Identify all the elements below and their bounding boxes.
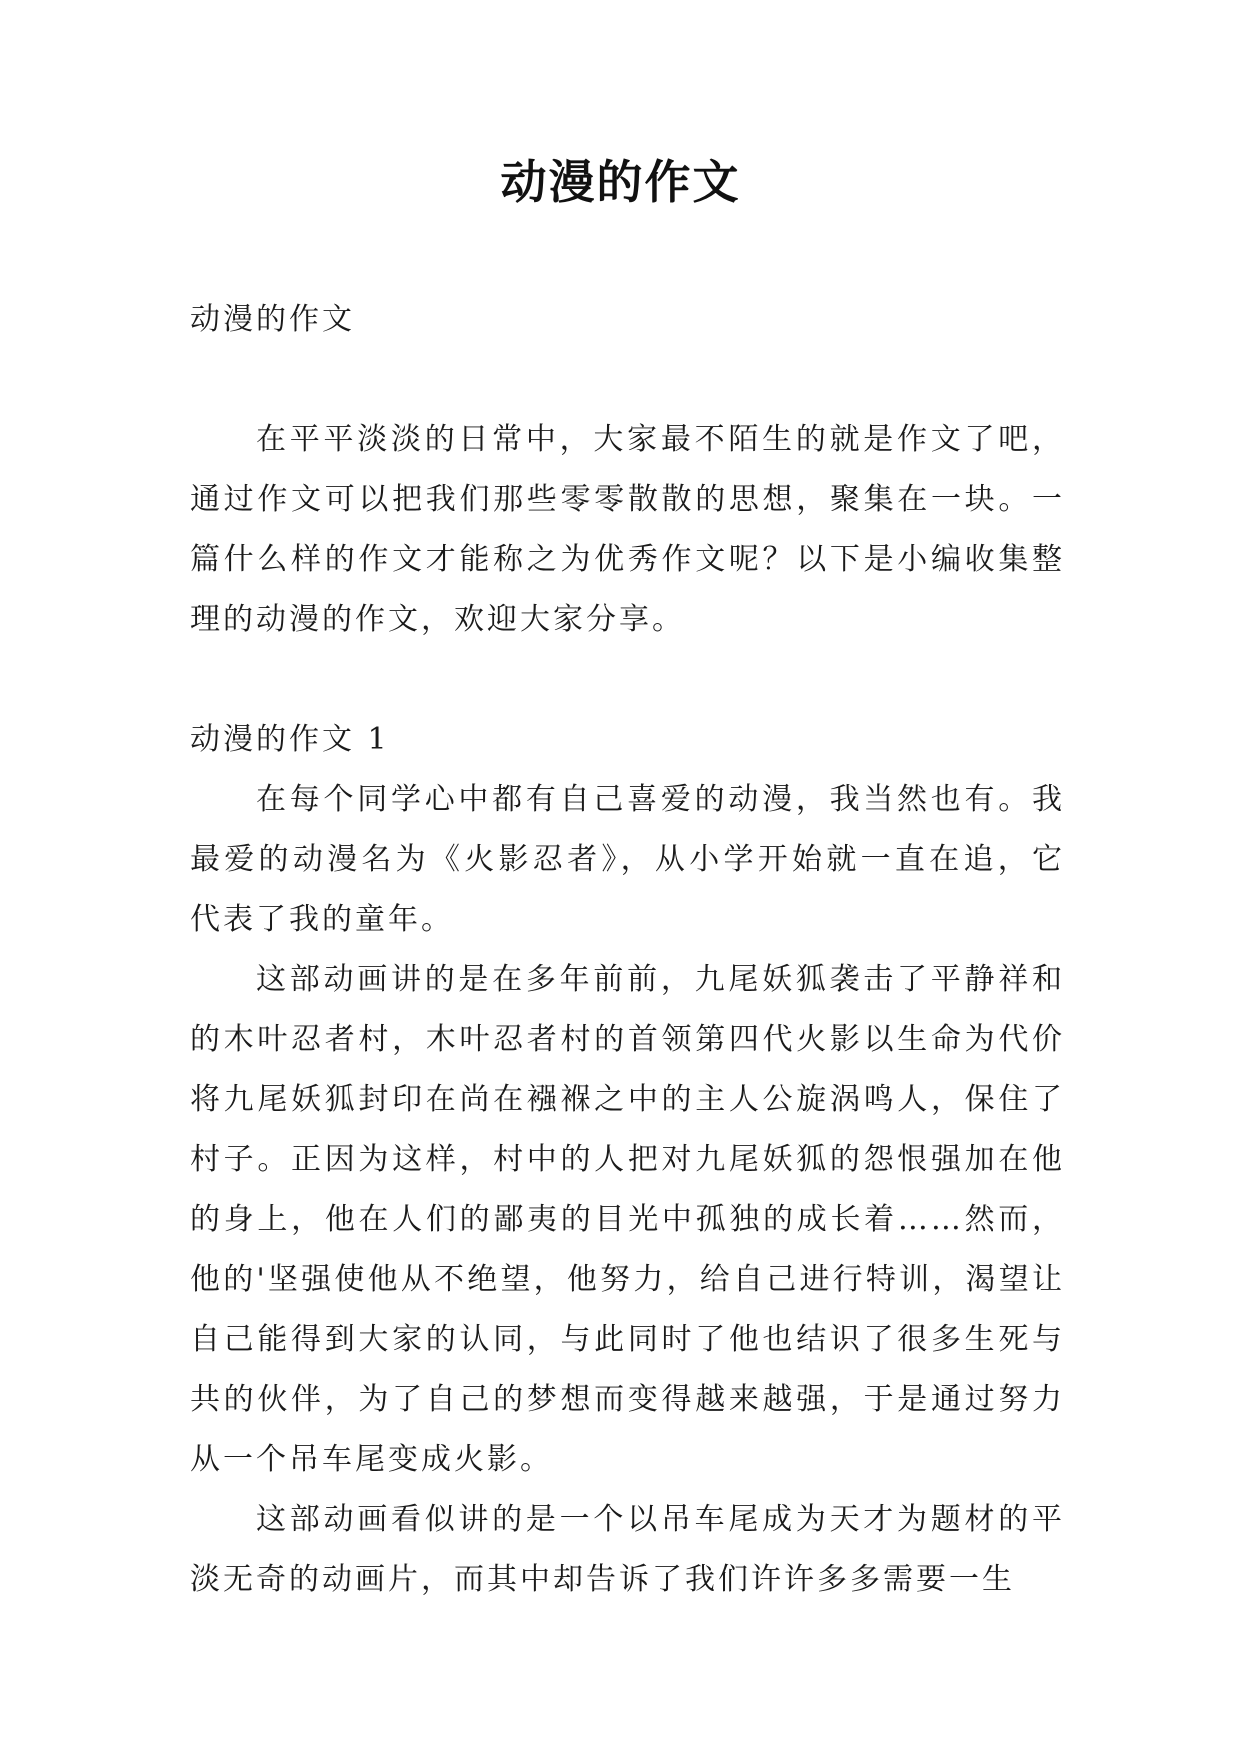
spacer [190, 350, 1065, 410]
document-title: 动漫的作文 [500, 155, 741, 209]
spacer [190, 650, 1065, 710]
body-paragraph-1: 在每个同学心中都有自己喜爱的动漫，我当然也有。我最爱的动漫名为《火影忍者》，从小学开始就一直在追，它代表了我的童年。 [190, 782, 1065, 937]
document-body [190, 290, 1065, 1610]
section-heading: 动漫的作文 1 [190, 722, 390, 757]
intro-paragraph: 在平平淡淡的日常中，大家最不陌生的就是作文了吧，通过作文可以把我们那些零零散散的思想，聚集在一块。一篇什么样的作文才能称之为优秀作文呢？以下是小编收集整理的动漫的作文，欢迎大家分享。 [190, 422, 1065, 637]
document-subtitle: 动漫的作文 [190, 302, 355, 337]
body-paragraph-2: 这部动画讲的是在多年前前，九尾妖狐袭击了平静祥和的木叶忍者村，木叶忍者村的首领第四代火影以生命为代价将九尾妖狐封印在尚在襁褓之中的主人公旋涡鸣人，保住了村子。正因为这样，村中的人把对九尾妖狐的怨恨强加在他的身上，他在人们的鄙夷的目光中孤独的成长着……然而，他的'坚强使他从不绝望，他努力，给自己进行特训，渴望让自己能得到大家的认同，与此同时了他也结识了很多生死与共的伙伴，为了自己的梦想而变得越来越强，于是通过努力从一个吊车尾变成火影。 [190, 962, 1065, 1477]
body-paragraph-3: 这部动画看似讲的是一个以吊车尾成为天才为题材的平淡无奇的动画片，而其中却告诉了我们许许多多需要一生 [190, 1502, 1065, 1597]
